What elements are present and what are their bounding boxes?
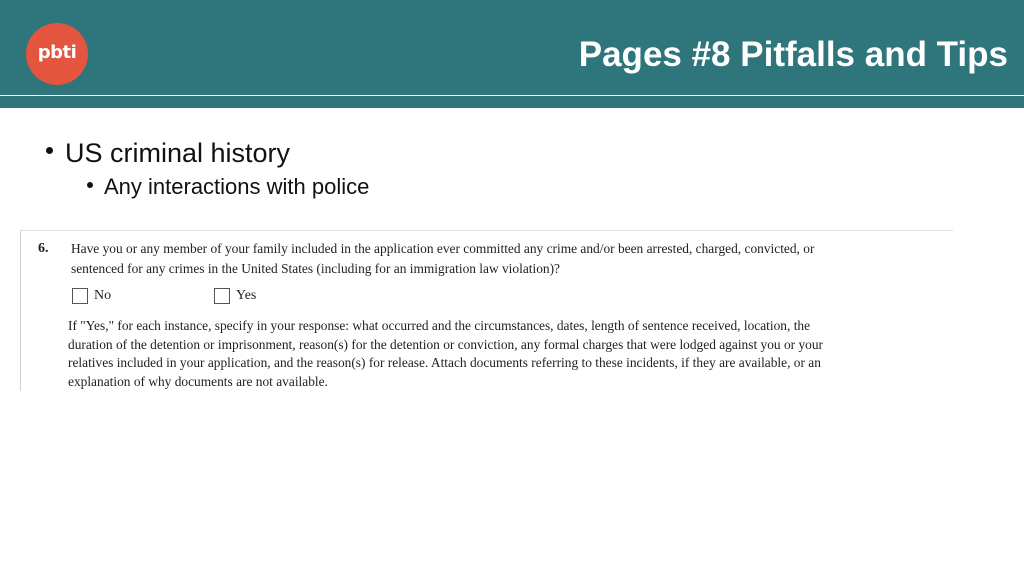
header-bar <box>0 0 1024 95</box>
form-excerpt <box>20 230 953 391</box>
instruction-line: duration of the detention or imprisonment, reason(s) for the detention or conviction, any formal charges that were lodged against you or your <box>68 336 823 352</box>
yes-checkbox[interactable] <box>214 288 230 304</box>
instruction-line: relatives included in your application, and the reason(s) for release. Attach documents referring to these incidents, if they are available, or an <box>68 355 821 370</box>
bullet-level1 <box>42 137 369 169</box>
instruction-line: explanation of why documents are not available. <box>68 373 328 389</box>
bullet-dot-icon <box>87 182 93 188</box>
no-checkbox[interactable] <box>72 288 88 304</box>
logo-text: pbti <box>37 42 77 63</box>
choice-no-label: No <box>94 288 112 303</box>
question-line: sentenced for any crimes in the United States (including for an immigration law violation)? <box>71 260 560 276</box>
page-title: Pages #8 Pitfalls and Tips <box>578 35 1008 74</box>
choice-no[interactable] <box>72 288 111 304</box>
choice-yes-label: Yes <box>236 288 257 303</box>
question-line: Have you or any member of your family included in the application ever committed any crime and/or been arrested, charged, convicted, or <box>71 241 815 256</box>
choice-yes[interactable] <box>214 288 256 304</box>
header-band <box>0 96 1024 108</box>
pbti-logo <box>26 23 88 85</box>
bullet-level2 <box>84 173 369 201</box>
bullet-dot-icon <box>46 147 53 154</box>
instruction-line: If "Yes," for each instance, specify in your response: what occurred and the circumstances, dates, length of sentence received, location, the <box>68 318 811 333</box>
question-text <box>71 239 951 278</box>
bullet-list <box>42 137 369 201</box>
question-number: 6. <box>38 241 49 256</box>
instruction-text <box>68 317 948 391</box>
bullet-level2-text: Any interactions with police <box>104 174 370 199</box>
bullet-level1-text: US criminal history <box>65 138 291 168</box>
